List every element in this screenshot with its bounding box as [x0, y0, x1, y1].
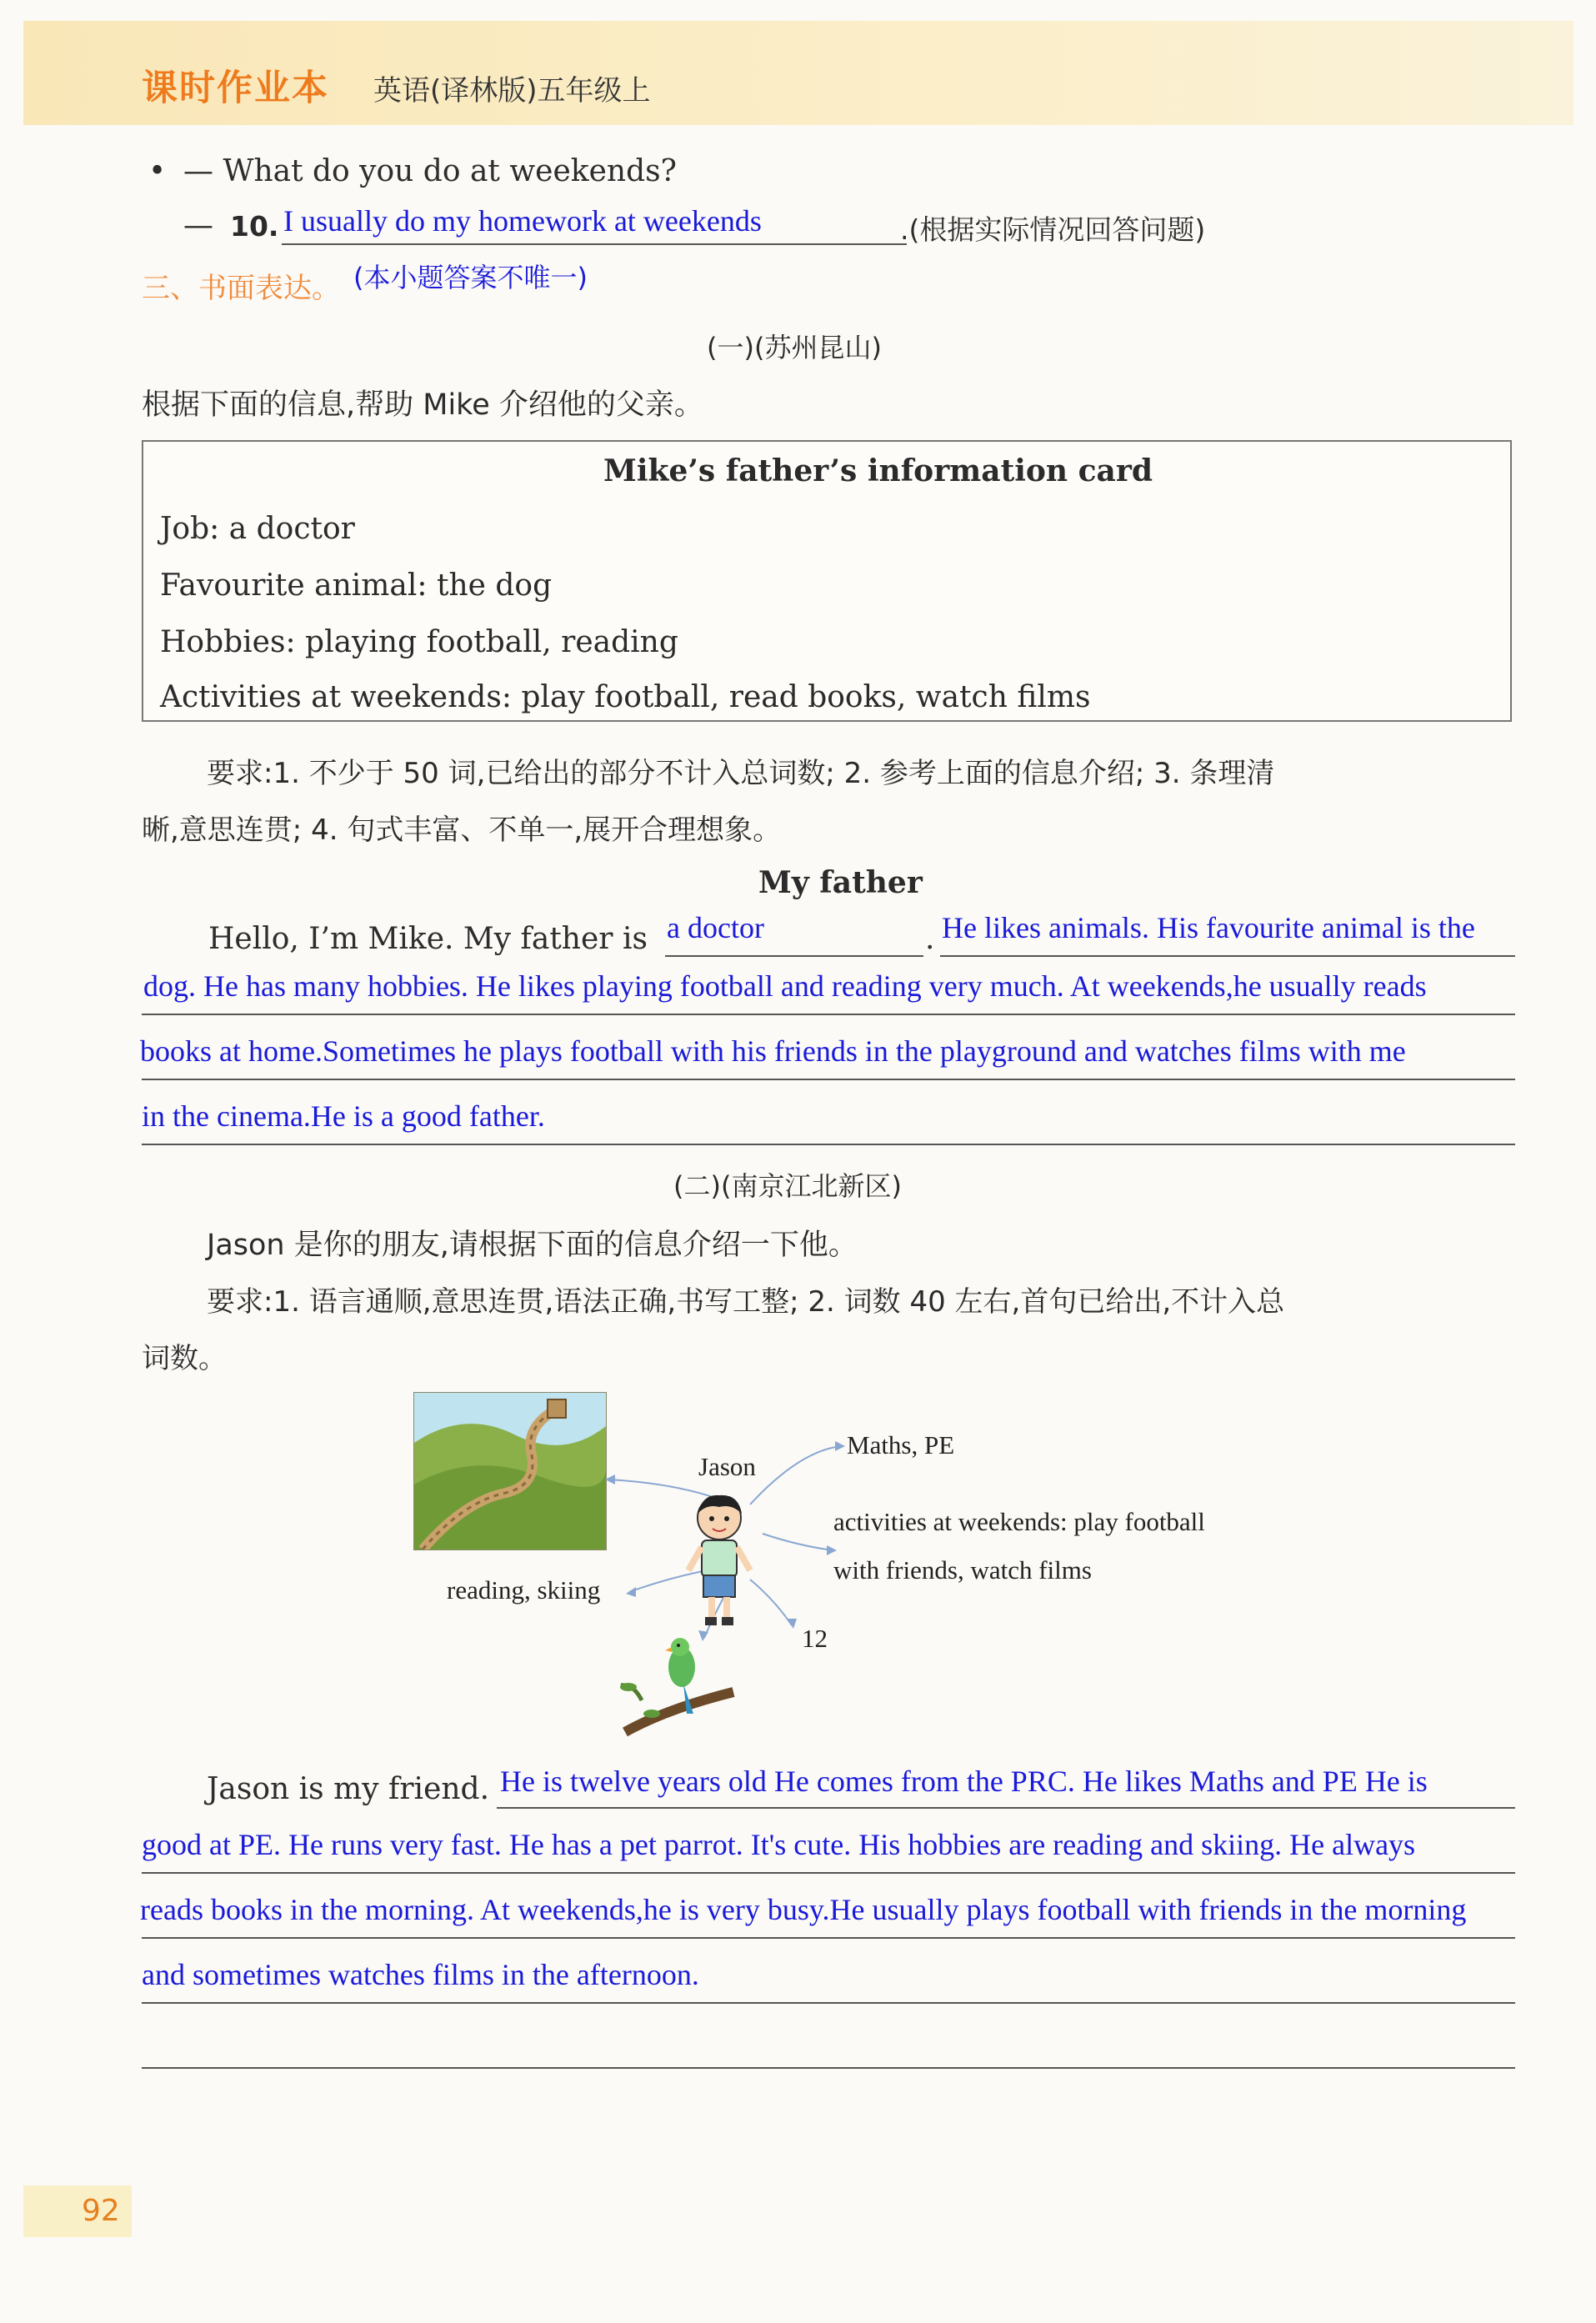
- part1-requirements-1: 要求:1. 不少于 50 词,已给出的部分不计入总词数; 2. 参考上面的信息介绍; 3. 条理清: [207, 757, 1275, 790]
- essay1-line-1: He likes animals. His favourite animal is the: [942, 911, 1475, 944]
- q10-note: .(根据实际情况回答问题): [900, 213, 1206, 246]
- diagram-activities-2: with friends, watch films: [833, 1555, 1092, 1585]
- essay2-start: Jason is my friend.: [207, 1772, 490, 1806]
- essay2-line-4: and sometimes watches films in the afternoon.: [142, 1958, 699, 1991]
- essay1-rule-2: [142, 1014, 1515, 1015]
- boy-icon: [682, 1489, 757, 1630]
- answer-note: (本小题答案不唯一): [353, 262, 588, 293]
- part1-requirements-2: 晰,意思连贯; 4. 句式丰富、不单一,展开合理想象。: [142, 814, 782, 847]
- essay1-period: .: [925, 922, 935, 956]
- essay1-title: My father: [758, 865, 923, 900]
- essay2-rule-4: [142, 2002, 1515, 2004]
- book-brand: 课时作业本: [142, 68, 329, 109]
- section-heading: 三、书面表达。: [142, 272, 340, 305]
- q10-answer-line: [282, 243, 907, 245]
- essay2-rule-2: [142, 1872, 1515, 1874]
- part1-label: (一)(苏州昆山): [707, 332, 882, 363]
- essay1-line-3: books at home.Sometimes he plays football with his friends in the playground and watches films with me: [140, 1034, 1406, 1068]
- bullet: •: [148, 154, 167, 188]
- essay2-rule-5: [142, 2067, 1515, 2069]
- card-title: Mike’s father’s information card: [603, 453, 1153, 488]
- essay2-line-1: He is twelve years old He comes from the PRC. He likes Maths and PE He is: [500, 1765, 1428, 1798]
- q10-answer: I usually do my homework at weekends: [283, 204, 762, 238]
- part1-instruction: 根据下面的信息,帮助 Mike 介绍他的父亲。: [142, 388, 703, 422]
- q10-number: 10.: [230, 210, 279, 243]
- essay2-rule-3: [142, 1937, 1515, 1939]
- q10-dash: —: [183, 208, 213, 243]
- essay1-start: Hello, I’m Mike. My father is: [208, 922, 648, 956]
- essay1-line-4: in the cinema.He is a good father.: [142, 1099, 545, 1133]
- part2-instruction: Jason 是你的朋友,请根据下面的信息介绍一下他。: [207, 1229, 858, 1262]
- essay2-line-3: reads books in the morning. At weekends,he is very busy.He usually plays football with friends in the morning: [140, 1893, 1467, 1926]
- essay1-rule-3: [142, 1079, 1515, 1080]
- part2-label: (二)(南京江北新区): [673, 1170, 902, 1202]
- essay1-rule-1: [940, 955, 1515, 957]
- essay1-rule-4: [142, 1144, 1515, 1145]
- parrot-picture: [617, 1634, 742, 1742]
- parrot-icon: [617, 1634, 742, 1742]
- jason-figure: [682, 1489, 757, 1630]
- diagram-age: 12: [802, 1624, 828, 1653]
- card-item-animal: Favourite animal: the dog: [160, 568, 553, 603]
- info-card: [142, 440, 1512, 722]
- page-number: 92: [23, 2185, 132, 2237]
- essay1-blank-answer: a doctor: [667, 911, 764, 944]
- part2-requirements-2: 词数。: [142, 1342, 227, 1375]
- card-item-job: Job: a doctor: [160, 512, 355, 546]
- essay1-line-2: dog. He has many hobbies. He likes playing football and reading very much. At weekends,he usually reads: [143, 969, 1427, 1003]
- great-wall-picture: [413, 1392, 607, 1550]
- diagram-activities-1: activities at weekends: play football: [833, 1507, 1205, 1536]
- part2-requirements-1: 要求:1. 语言通顺,意思连贯,语法正确,书写工整; 2. 词数 40 左右,首句已给出,不计入总: [207, 1285, 1285, 1319]
- diagram-subjects: Maths, PE: [847, 1430, 955, 1459]
- diagram-hobbies: reading, skiing: [447, 1575, 601, 1605]
- card-item-activities: Activities at weekends: play football, read books, watch films: [160, 680, 1091, 714]
- book-subtitle: 英语(译林版)五年级上: [373, 74, 651, 108]
- card-item-hobbies: Hobbies: playing football, reading: [160, 625, 678, 659]
- q10-question: — What do you do at weekends?: [183, 154, 677, 188]
- essay2-line-2: good at PE. He runs very fast. He has a pet parrot. It's cute. His hobbies are reading and skiing. He always: [142, 1828, 1416, 1861]
- essay1-blank-line: [665, 955, 923, 957]
- diagram-center: Jason: [698, 1452, 756, 1481]
- great-wall-icon: [414, 1393, 606, 1550]
- essay2-rule-1: [497, 1807, 1515, 1809]
